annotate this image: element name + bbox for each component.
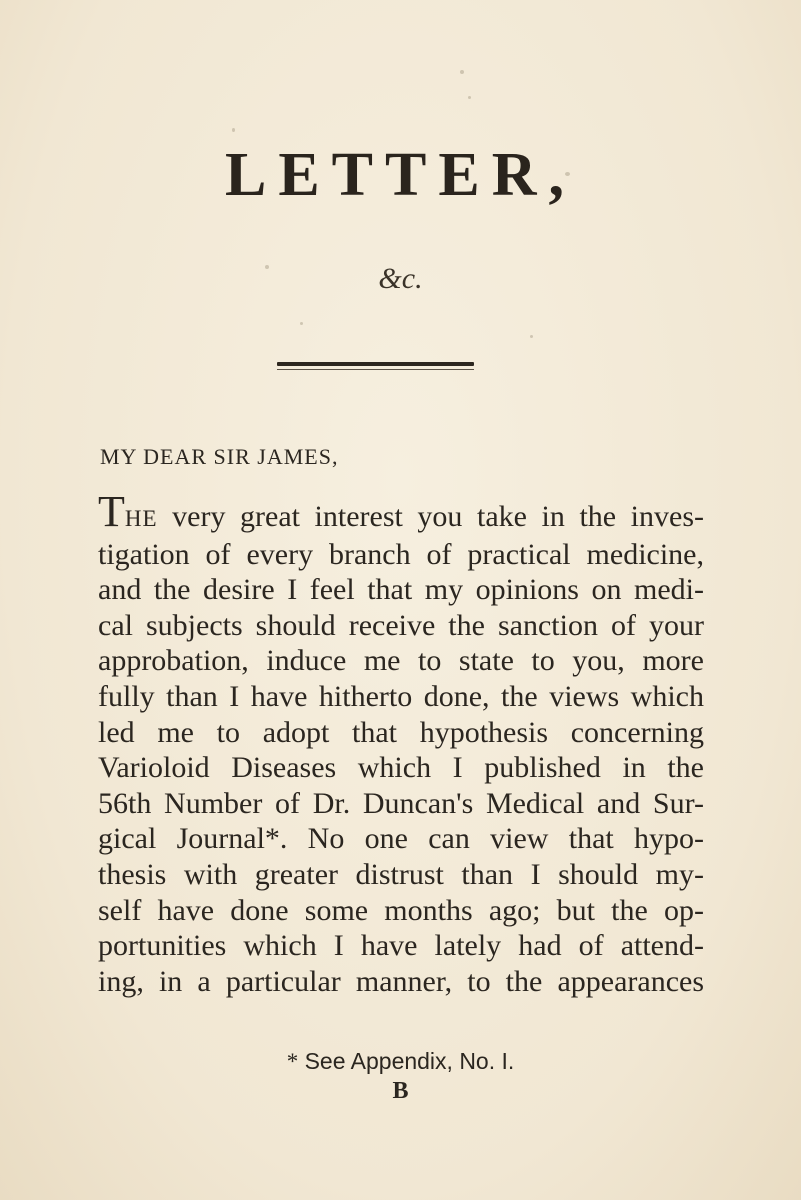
paper-speck — [300, 322, 303, 325]
paragraph-line: thesis with greater distrust than I should my- — [98, 857, 704, 891]
signature-mark: B — [392, 1078, 409, 1104]
paper-speck — [530, 335, 533, 338]
paragraph-line: led me to adopt that hypothesis concerning — [98, 715, 704, 749]
page-subheading: &c. — [378, 262, 423, 295]
salutation: MY DEAR SIR JAMES, — [100, 444, 339, 469]
footnote-marker: * — [286, 1049, 299, 1074]
paragraph-line: ing, in a particular manner, to the appearances — [98, 964, 704, 998]
paragraph-line: Varioloid Diseases which I published in the — [98, 751, 704, 785]
paragraph-line — [98, 487, 704, 537]
page-heading: LETTER, — [224, 141, 577, 209]
paper-speck — [468, 96, 471, 99]
first-word-rest: HE — [124, 506, 158, 531]
paper-speck — [232, 128, 235, 132]
paragraph-line: and the desire I feel that my opinions on medi- — [98, 573, 704, 607]
paragraph-line: 56th Number of Dr. Duncan's Medical and Sur- — [98, 786, 704, 820]
paragraph-line: portunities which I have lately had of attend- — [98, 929, 704, 963]
first-line-rest: very great interest you take in the inves- — [157, 500, 704, 533]
ornamental-rule-thin — [277, 369, 474, 370]
ornamental-rule — [277, 362, 474, 366]
paper-speck — [460, 70, 464, 74]
drop-cap: T — [98, 487, 125, 536]
paragraph-line: self have done some months ago; but the op- — [98, 893, 704, 927]
body-paragraph — [98, 487, 704, 999]
footnote-text: See Appendix, No. I. — [304, 1048, 515, 1074]
footnote — [0, 1048, 801, 1075]
paragraph-line: cal subjects should receive the sanction of your — [98, 608, 704, 642]
paragraph-line: fully than I have hitherto done, the views which — [98, 679, 704, 713]
paragraph-line: tigation of every branch of practical medicine, — [98, 537, 704, 571]
paragraph-line: gical Journal*. No one can view that hypo- — [98, 822, 704, 856]
paragraph-line: approbation, induce me to state to you, more — [98, 644, 704, 678]
